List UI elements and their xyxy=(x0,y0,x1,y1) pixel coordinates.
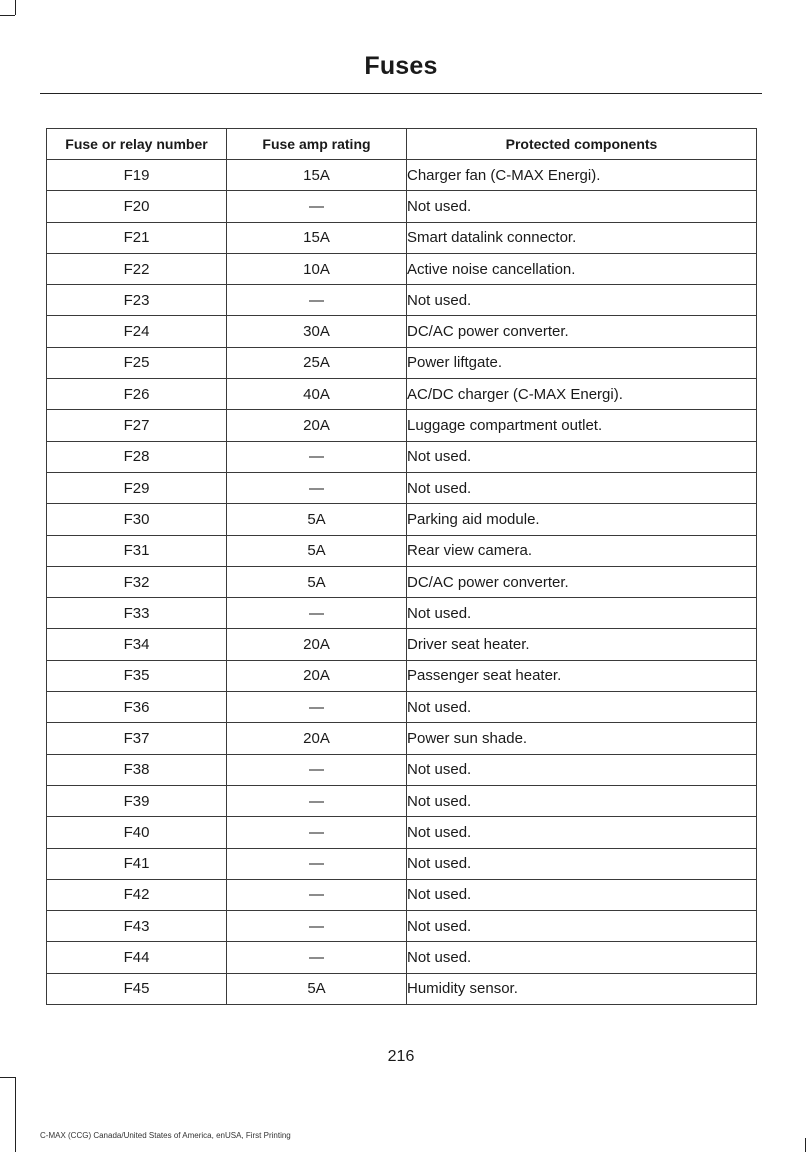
table-row xyxy=(47,879,757,910)
crop-mark xyxy=(805,1138,806,1152)
table-row xyxy=(47,629,757,660)
fuse-number-cell: F36 xyxy=(47,692,227,723)
fuse-number-cell: F24 xyxy=(47,316,227,347)
protected-component-cell: Active noise cancellation. xyxy=(407,253,757,284)
fuse-number-cell: F21 xyxy=(47,222,227,253)
table-row xyxy=(47,723,757,754)
amp-rating-cell: — xyxy=(227,692,407,723)
table-row xyxy=(47,379,757,410)
amp-rating-cell: — xyxy=(227,191,407,222)
table-row xyxy=(47,316,757,347)
table-row xyxy=(47,222,757,253)
amp-rating-cell: 25A xyxy=(227,347,407,378)
fuse-table-body xyxy=(47,160,757,1005)
protected-component-cell: Charger fan (C-MAX Energi). xyxy=(407,160,757,191)
table-row xyxy=(47,410,757,441)
table-row xyxy=(47,347,757,378)
column-header-amp-rating: Fuse amp rating xyxy=(227,129,407,160)
fuse-number-cell: F42 xyxy=(47,879,227,910)
table-row xyxy=(47,973,757,1004)
fuse-number-cell: F23 xyxy=(47,285,227,316)
fuse-number-cell: F19 xyxy=(47,160,227,191)
protected-component-cell: Not used. xyxy=(407,817,757,848)
fuse-number-cell: F22 xyxy=(47,253,227,284)
table-row xyxy=(47,535,757,566)
amp-rating-cell: 20A xyxy=(227,410,407,441)
protected-component-cell: Not used. xyxy=(407,754,757,785)
table-row xyxy=(47,253,757,284)
crop-mark xyxy=(15,1077,16,1152)
amp-rating-cell: 5A xyxy=(227,566,407,597)
amp-rating-cell: — xyxy=(227,598,407,629)
column-header-fuse-number: Fuse or relay number xyxy=(47,129,227,160)
table-row xyxy=(47,660,757,691)
amp-rating-cell: 10A xyxy=(227,253,407,284)
crop-mark xyxy=(0,1077,15,1078)
protected-component-cell: Not used. xyxy=(407,848,757,879)
amp-rating-cell: — xyxy=(227,879,407,910)
table-row xyxy=(47,942,757,973)
fuse-number-cell: F45 xyxy=(47,973,227,1004)
column-header-protected-components: Protected components xyxy=(407,129,757,160)
crop-mark xyxy=(15,0,16,15)
fuse-number-cell: F29 xyxy=(47,472,227,503)
amp-rating-cell: — xyxy=(227,817,407,848)
fuse-number-cell: F34 xyxy=(47,629,227,660)
protected-component-cell: Rear view camera. xyxy=(407,535,757,566)
fuse-number-cell: F26 xyxy=(47,379,227,410)
table-row xyxy=(47,441,757,472)
amp-rating-cell: 15A xyxy=(227,160,407,191)
protected-component-cell: Parking aid module. xyxy=(407,504,757,535)
fuse-number-cell: F32 xyxy=(47,566,227,597)
amp-rating-cell: — xyxy=(227,754,407,785)
fuse-number-cell: F37 xyxy=(47,723,227,754)
protected-component-cell: Smart datalink connector. xyxy=(407,222,757,253)
protected-component-cell: Humidity sensor. xyxy=(407,973,757,1004)
table-row xyxy=(47,785,757,816)
fuse-number-cell: F43 xyxy=(47,911,227,942)
table-row xyxy=(47,191,757,222)
table-row xyxy=(47,566,757,597)
protected-component-cell: Power liftgate. xyxy=(407,347,757,378)
fuse-number-cell: F20 xyxy=(47,191,227,222)
footer-text: C-MAX (CCG) Canada/United States of America, enUSA, First Printing xyxy=(40,1131,291,1140)
amp-rating-cell: — xyxy=(227,785,407,816)
protected-component-cell: Driver seat heater. xyxy=(407,629,757,660)
fuse-number-cell: F33 xyxy=(47,598,227,629)
table-row xyxy=(47,911,757,942)
page-title: Fuses xyxy=(364,52,438,80)
fuse-number-cell: F28 xyxy=(47,441,227,472)
amp-rating-cell: 20A xyxy=(227,660,407,691)
fuse-number-cell: F40 xyxy=(47,817,227,848)
amp-rating-cell: — xyxy=(227,441,407,472)
protected-component-cell: Not used. xyxy=(407,285,757,316)
amp-rating-cell: 5A xyxy=(227,504,407,535)
fuse-number-cell: F30 xyxy=(47,504,227,535)
amp-rating-cell: 15A xyxy=(227,222,407,253)
amp-rating-cell: — xyxy=(227,848,407,879)
table-row xyxy=(47,848,757,879)
table-row xyxy=(47,160,757,191)
crop-mark xyxy=(0,15,15,16)
protected-component-cell: DC/AC power converter. xyxy=(407,566,757,597)
amp-rating-cell: — xyxy=(227,911,407,942)
fuse-number-cell: F27 xyxy=(47,410,227,441)
protected-component-cell: Not used. xyxy=(407,441,757,472)
table-row xyxy=(47,598,757,629)
amp-rating-cell: 20A xyxy=(227,629,407,660)
table-row xyxy=(47,285,757,316)
fuse-number-cell: F35 xyxy=(47,660,227,691)
table-header-row xyxy=(47,129,757,160)
fuse-number-cell: F31 xyxy=(47,535,227,566)
fuse-number-cell: F39 xyxy=(47,785,227,816)
amp-rating-cell: 20A xyxy=(227,723,407,754)
table-row xyxy=(47,472,757,503)
fuse-number-cell: F44 xyxy=(47,942,227,973)
amp-rating-cell: — xyxy=(227,472,407,503)
protected-component-cell: Power sun shade. xyxy=(407,723,757,754)
table-row xyxy=(47,817,757,848)
page-number: 216 xyxy=(387,1048,415,1065)
title-divider xyxy=(40,93,762,94)
amp-rating-cell: 5A xyxy=(227,535,407,566)
protected-component-cell: Not used. xyxy=(407,879,757,910)
fuse-number-cell: F41 xyxy=(47,848,227,879)
amp-rating-cell: — xyxy=(227,942,407,973)
table-row xyxy=(47,692,757,723)
amp-rating-cell: 40A xyxy=(227,379,407,410)
amp-rating-cell: 30A xyxy=(227,316,407,347)
amp-rating-cell: — xyxy=(227,285,407,316)
table-row xyxy=(47,504,757,535)
fuse-number-cell: F38 xyxy=(47,754,227,785)
protected-component-cell: Not used. xyxy=(407,472,757,503)
protected-component-cell: Not used. xyxy=(407,692,757,723)
protected-component-cell: Not used. xyxy=(407,785,757,816)
protected-component-cell: Not used. xyxy=(407,598,757,629)
protected-component-cell: AC/DC charger (C-MAX Energi). xyxy=(407,379,757,410)
protected-component-cell: DC/AC power converter. xyxy=(407,316,757,347)
amp-rating-cell: 5A xyxy=(227,973,407,1004)
protected-component-cell: Passenger seat heater. xyxy=(407,660,757,691)
protected-component-cell: Not used. xyxy=(407,191,757,222)
fuse-table xyxy=(46,128,757,1005)
protected-component-cell: Luggage compartment outlet. xyxy=(407,410,757,441)
fuse-number-cell: F25 xyxy=(47,347,227,378)
protected-component-cell: Not used. xyxy=(407,942,757,973)
protected-component-cell: Not used. xyxy=(407,911,757,942)
table-row xyxy=(47,754,757,785)
